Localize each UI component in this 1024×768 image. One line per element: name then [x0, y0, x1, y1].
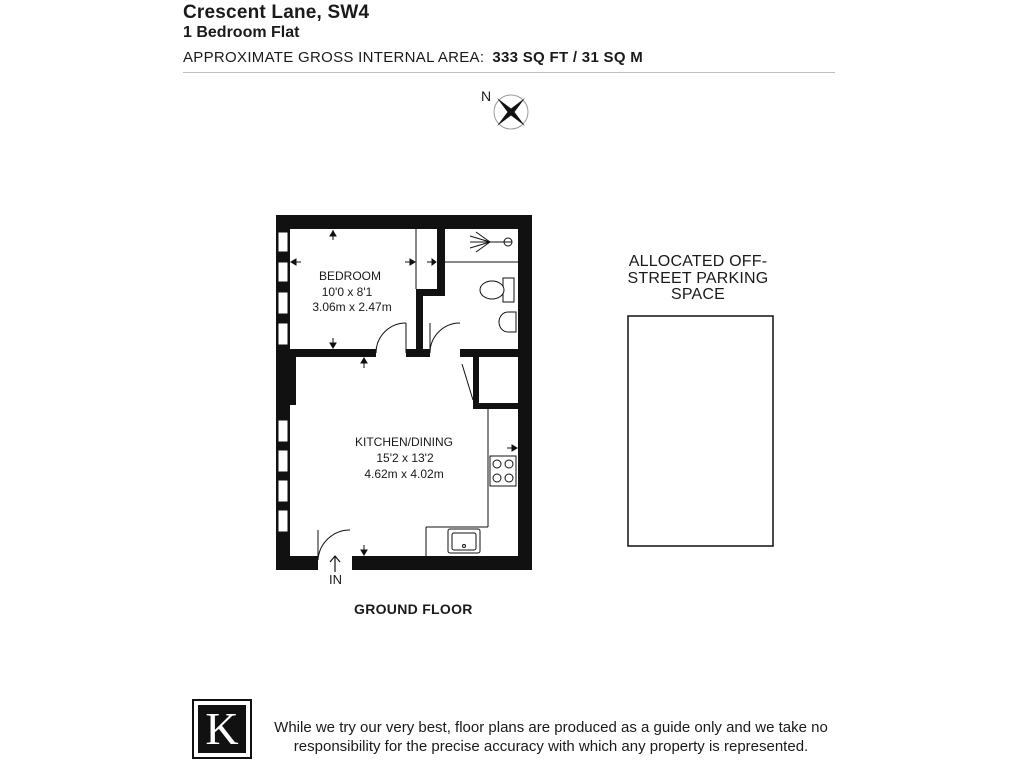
bedroom-imperial: 10'0 x 8'1	[321, 285, 373, 299]
floor-label: GROUND FLOOR	[354, 601, 473, 617]
parking-label	[612, 254, 784, 304]
parking-space	[628, 316, 773, 546]
compass-north-label: N	[481, 88, 492, 104]
entrance-label: IN	[329, 572, 342, 587]
bedroom-metric: 3.06m x 2.47m	[312, 300, 392, 314]
bedroom-door	[376, 323, 406, 353]
kitchen-metric: 4.62m x 4.02m	[364, 467, 444, 481]
agency-logo	[192, 699, 252, 759]
external-walls	[276, 215, 532, 570]
entrance-door	[318, 530, 350, 560]
header-title: Crescent Lane, SW4	[183, 2, 370, 23]
kitchen-imperial: 15'2 x 13'2	[376, 451, 434, 465]
internal-walls	[290, 229, 518, 409]
bathroom-door	[430, 323, 460, 353]
gross-area-value: 333 SQ FT / 31 SQ M	[492, 49, 644, 66]
entrance-arrow-icon	[330, 556, 340, 572]
parking-label-line1: ALLOCATED OFF-	[628, 253, 768, 270]
bedroom-name: BEDROOM	[318, 269, 382, 283]
agency-logo-letter: K	[198, 705, 246, 753]
wall-pier	[276, 355, 296, 405]
header-subtitle: 1 Bedroom Flat	[183, 24, 300, 41]
hob-icon	[490, 456, 516, 486]
compass-icon	[494, 95, 528, 129]
shower-icon	[470, 232, 512, 252]
parking-label-line2: STREET PARKING	[627, 269, 769, 287]
gross-area-label: APPROXIMATE GROSS INTERNAL AREA:	[183, 49, 485, 66]
sink-icon	[448, 529, 480, 553]
cupboard-door	[462, 364, 473, 400]
parking-label-line3: SPACE	[670, 286, 726, 303]
disclaimer	[256, 718, 846, 756]
toilet-icon	[480, 278, 514, 302]
kitchen-name: KITCHEN/DINING	[354, 435, 454, 449]
basin-icon	[499, 312, 516, 332]
disclaimer-line2: responsibility for the precise accuracy with which any property is represented.	[293, 738, 809, 755]
disclaimer-line1: While we try our very best, floor plans are produced as a guide only and we take no	[274, 719, 828, 736]
